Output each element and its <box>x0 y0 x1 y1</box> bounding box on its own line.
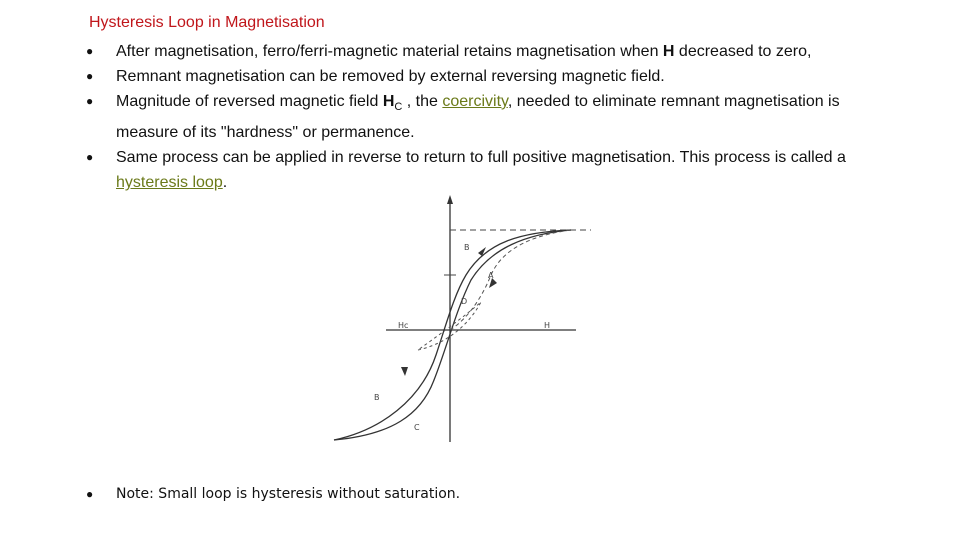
hysteresis-loop-figure <box>306 190 596 450</box>
bullet-item: ● After magnetisation, ferro/ferri-magnetic material retains magnetisation when H decreased to zero, <box>86 39 886 64</box>
bullet-item: ● Magnitude of reversed magnetic field $H_C$ , the coercivity, needed to eliminate remnant magnetisation is measure of its "hardness" or permanence. <box>86 89 886 145</box>
bullet-dot-icon: ● <box>86 94 94 108</box>
slide-title: Hysteresis Loop in Magnetisation <box>89 14 325 31</box>
bullet-dot-icon: ● <box>86 150 94 165</box>
bullet-dot-icon: ● <box>86 487 94 501</box>
hysteresis-loop-link[interactable]: hysteresis loop <box>116 174 223 192</box>
label-a: A <box>488 271 494 280</box>
bullet-dot-icon: ● <box>86 44 94 58</box>
label-hc: Hc <box>398 321 409 330</box>
bullet-list <box>86 39 886 195</box>
label-d: D <box>461 297 468 306</box>
bullet-item: ● Same process can be applied in reverse to return to full positive magnetisation. This process is called a hysteresis loop. <box>86 145 886 195</box>
arrow-icon <box>478 247 486 256</box>
label-h: H <box>544 321 551 330</box>
label-c: C <box>414 423 420 432</box>
arrow-icon <box>401 367 408 376</box>
bullet-dot-icon: ● <box>86 69 94 83</box>
label-b-upper: B <box>464 243 470 252</box>
coercivity-link[interactable]: coercivity <box>442 93 508 110</box>
b-axis-arrow-icon <box>447 195 453 204</box>
bullet-item: ● Remnant magnetisation can be removed by external reversing magnetic field. <box>86 64 886 89</box>
label-b-lower: B <box>374 393 380 402</box>
